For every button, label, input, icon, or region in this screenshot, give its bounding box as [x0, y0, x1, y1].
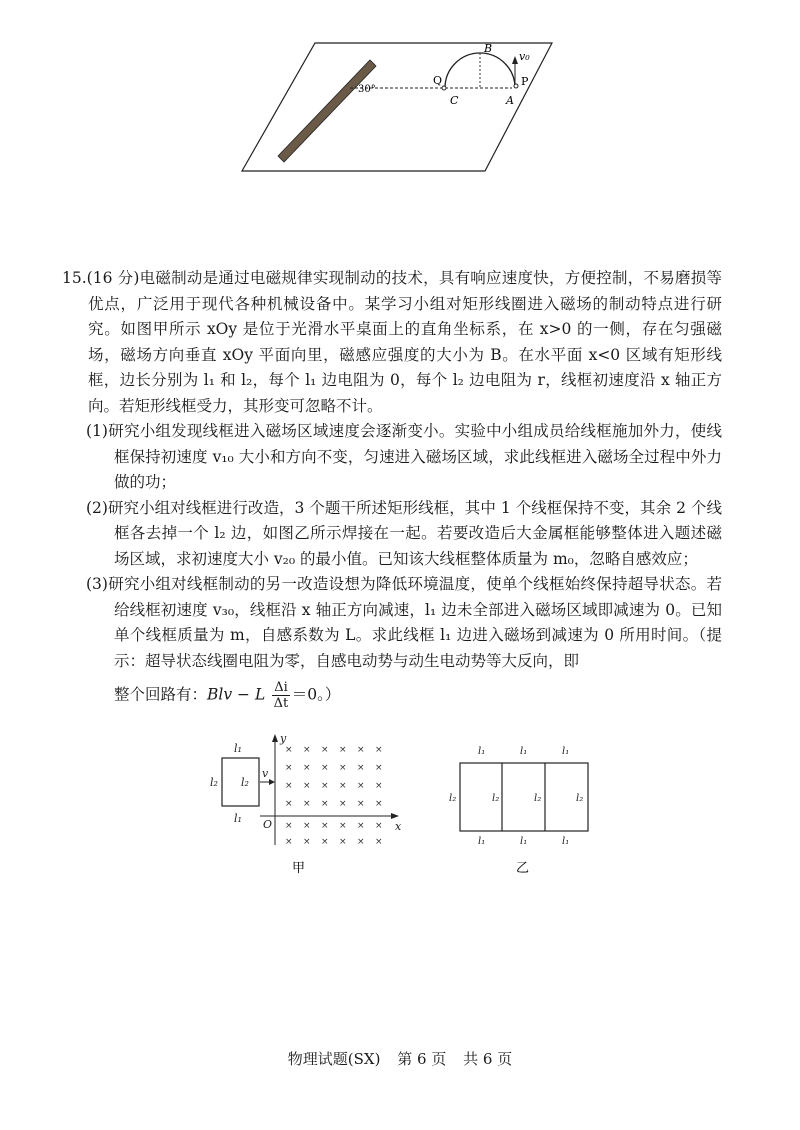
field-mark: ×	[357, 745, 365, 755]
incline-figure	[240, 38, 560, 178]
field-mark: ×	[375, 821, 383, 831]
caption-yi: 乙	[516, 861, 530, 876]
barrier-rod	[278, 60, 376, 162]
question-intro-text: 电磁制动是通过电磁规律实现制动的技术，具有响应速度快，方便控制，不易磨损等优点，广泛用于现代各种机械设备中。某学习小组对矩形线圈进入磁场的制动特点进行研究。如图甲所示 xOy 是位于光滑水平桌面上的直角坐标系，在 x>0 的一侧，存在匀强磁场，磁场方向垂直 xOy 平面向里，磁感应强度的大小为 B。在水平面 x<0 区域有矩形线框，边长分别为 l₁ 和 l₂，每个 l₁ 边电阻为 0，每个 l₂ 边电阻为 r，线框初速度沿 x 轴正方向。若矩形线框受力，其形变可忽略不计。	[88, 269, 722, 415]
field-mark: ×	[339, 821, 347, 831]
label-l2: l₂	[534, 793, 542, 804]
point-P	[514, 84, 518, 88]
label-l2: l₂	[576, 793, 584, 804]
field-mark: ×	[339, 781, 347, 791]
footer-page: 第 6 页	[397, 1050, 447, 1068]
point-Q	[442, 86, 446, 90]
label-l2: l₂	[492, 793, 500, 804]
question-score: (16 分)	[86, 269, 140, 287]
label-Q: Q	[433, 74, 443, 87]
formula-den: Δt	[273, 696, 289, 711]
field-mark: ×	[321, 799, 329, 809]
magnetic-field-grid	[285, 745, 383, 847]
question-number: 15.	[62, 269, 87, 287]
label-l1: l₁	[478, 746, 486, 757]
label-l1: l₁	[562, 746, 570, 757]
field-mark: ×	[339, 837, 347, 847]
label-P: P	[521, 75, 529, 88]
formula-num: Δi	[274, 680, 288, 695]
label-x: x	[395, 820, 402, 833]
part-3: (3)研究小组对线框制动的另一改造设想为降低环境温度，使单个线框始终保持超导状态。若给线框初速度 v₃₀，线框沿 x 轴正方向减速，l₁ 边未全部进入磁场区域即减速为 0。已知单个线框质量为 m，自感系数为 L。求此线框 l₁ 边进入磁场到减速为 0 所用时间。（提示：超导状态线圈电阻为零，自感电动势与动生电动势等大反向，即	[86, 575, 722, 670]
field-mark: ×	[357, 763, 365, 773]
label-l1: l₁	[562, 836, 570, 847]
field-mark: ×	[357, 837, 365, 847]
formula-line	[114, 680, 722, 711]
formula-fraction	[272, 680, 290, 711]
y-arrowhead	[272, 734, 278, 742]
big-frame	[460, 763, 588, 831]
field-mark: ×	[321, 837, 329, 847]
field-mark: ×	[339, 745, 347, 755]
field-mark: ×	[321, 781, 329, 791]
label-l2-left: l₂	[210, 776, 218, 789]
field-mark: ×	[375, 781, 383, 791]
label-B: B	[484, 42, 493, 55]
field-mark: ×	[303, 821, 311, 831]
field-mark: ×	[321, 745, 329, 755]
footer-total: 共 6 页	[463, 1050, 513, 1068]
field-mark: ×	[303, 763, 311, 773]
field-mark: ×	[357, 821, 365, 831]
part-2: (2)研究小组对线框进行改造，3 个题干所述矩形线框，其中 1 个线框保持不变，其余 2 个线框各去掉一个 l₂ 边，如图乙所示焊接在一起。若要改造后大金属框能够整体进入题述磁场区域，求初速度大小 v₂₀ 的最小值。已知该大线框整体质量为 m₀，忽略自感效应；	[86, 498, 722, 568]
field-mark: ×	[321, 763, 329, 773]
field-mark: ×	[375, 763, 383, 773]
label-O: O	[263, 818, 273, 831]
field-mark: ×	[321, 821, 329, 831]
field-mark: ×	[339, 763, 347, 773]
figure-jia	[200, 730, 410, 880]
field-mark: ×	[285, 745, 293, 755]
label-l1-top: l₁	[234, 742, 242, 755]
label-A: A	[506, 94, 514, 107]
formula-lead: 整个回路有：	[114, 685, 208, 704]
field-mark: ×	[357, 781, 365, 791]
field-mark: ×	[357, 799, 365, 809]
footer-title: 物理试题(SX)	[287, 1050, 381, 1068]
question-intro	[62, 266, 722, 419]
field-mark: ×	[303, 745, 311, 755]
velocity-arrowhead	[269, 779, 275, 785]
part-1: (1)研究小组发现线框进入磁场区域速度会逐渐变小。实验中小组成员给线框施加外力，使线框保持初速度 v₁₀ 大小和方向不变，匀速进入磁场区域，求此线框进入磁场全过程中外力做的功；	[86, 422, 722, 491]
field-mark: ×	[303, 837, 311, 847]
field-mark: ×	[285, 781, 293, 791]
x-arrowhead	[391, 813, 399, 819]
caption-jia: 甲	[292, 861, 306, 876]
formula-left: Blv − L	[207, 685, 266, 704]
field-mark: ×	[375, 745, 383, 755]
formula-right: ＝0。）	[291, 685, 341, 704]
field-mark: ×	[303, 799, 311, 809]
field-mark: ×	[285, 799, 293, 809]
figure-yi	[440, 740, 600, 880]
label-y: y	[280, 732, 287, 745]
velocity-arrowhead	[512, 56, 518, 64]
label-l2: l₂	[449, 793, 457, 804]
field-mark: ×	[303, 781, 311, 791]
field-mark: ×	[285, 837, 293, 847]
question-15	[62, 266, 722, 711]
label-angle: 30°	[358, 84, 376, 95]
label-l2-inner: l₂	[241, 776, 249, 789]
label-v: v	[262, 767, 269, 780]
page-footer	[0, 1048, 800, 1069]
label-l1: l₁	[520, 746, 528, 757]
field-mark: ×	[375, 837, 383, 847]
field-mark: ×	[375, 799, 383, 809]
field-mark: ×	[339, 799, 347, 809]
field-mark: ×	[285, 763, 293, 773]
label-l1: l₁	[478, 836, 486, 847]
field-mark: ×	[285, 821, 293, 831]
label-l1: l₁	[520, 836, 528, 847]
label-v0: v₀	[519, 50, 530, 63]
label-l1-bottom: l₁	[234, 812, 242, 825]
label-C: C	[450, 94, 459, 107]
